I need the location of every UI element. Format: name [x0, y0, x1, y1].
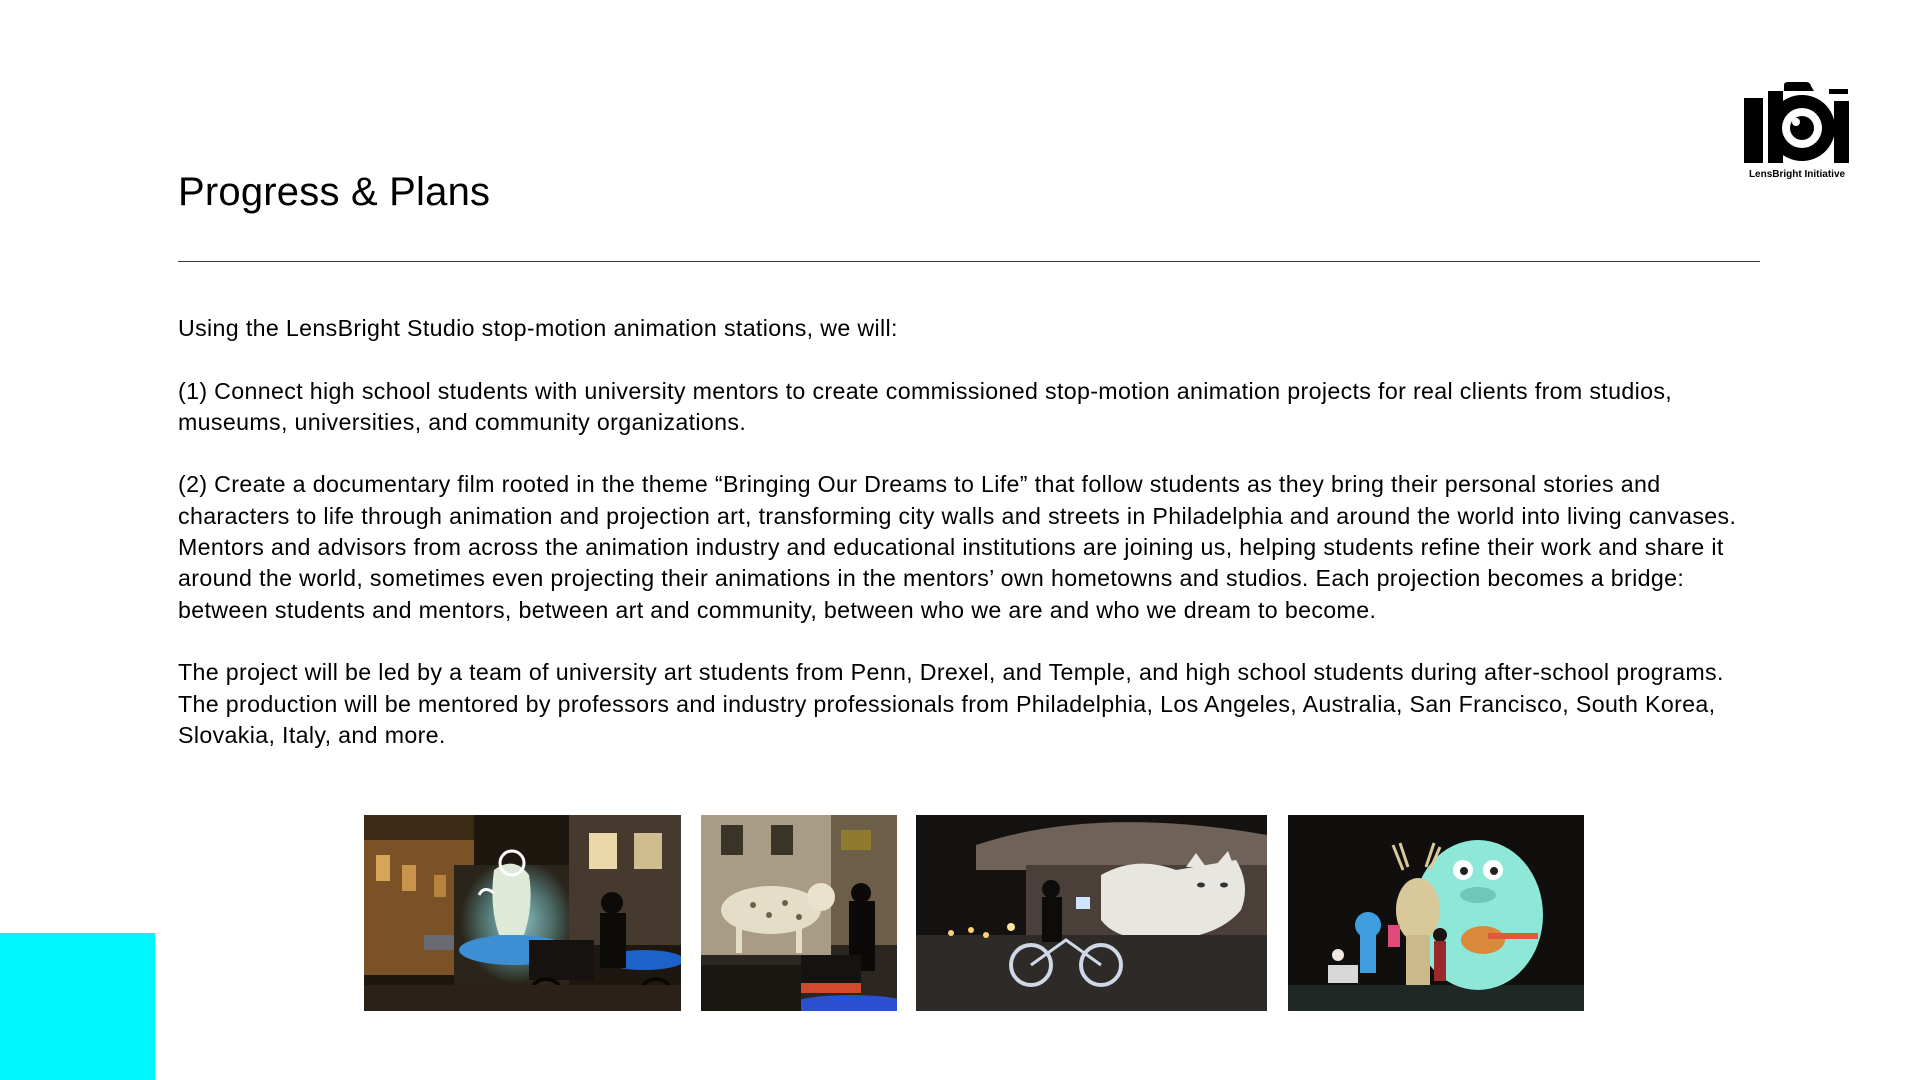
camera-lbi-logo-icon: [1738, 80, 1856, 168]
projection-leopard-wall-photo: [701, 815, 897, 1011]
title-divider: [178, 261, 1760, 262]
lensbright-logo: [1738, 80, 1856, 185]
projection-cat-cyclist-photo: [916, 815, 1267, 1011]
point-one-paragraph: (1) Connect high school students with university mentors to create commissioned stop-motion animation projects for real clients from studios, museums, universities, and community organizations.: [178, 377, 1673, 435]
team-paragraph: The project will be led by a team of university art students from Penn, Drexel, and Temple, and high school students during after-school programs. The production will be mentored by professors and industry professionals from Philadelphia, Los Angeles, Australia, San Francisco, South Korea, Slovakia, Italy, and more.: [178, 659, 1724, 748]
intro-paragraph: Using the LensBright Studio stop-motion animation stations, we will:: [178, 315, 898, 341]
accent-block: [0, 933, 155, 1080]
projection-street-bike-cart-photo: [364, 815, 681, 1011]
page-title: Progress & Plans: [178, 170, 491, 214]
projection-characters-wall-photo: [1288, 815, 1584, 1011]
point-two-paragraph: (2) Create a documentary film rooted in the theme “Bringing Our Dreams to Life” that follow students as they bring their personal stories and characters to life through animation and projection art, transforming city walls and streets in Philadelphia and around the world into living canvases. Mentors and advisors from across the animation industry and educational institutions are joining us, helping students refine their work and share it around the world, sometimes even projecting their animations in the mentors’ own hometowns and studios. Each projection becomes a bridge: between students and mentors, between art and community, between who we are and who we dream to become.: [178, 471, 1737, 623]
photo-strip: [0, 815, 1920, 1011]
logo-caption: LensBright Initiative: [1748, 169, 1846, 180]
body-text: [178, 313, 1763, 782]
